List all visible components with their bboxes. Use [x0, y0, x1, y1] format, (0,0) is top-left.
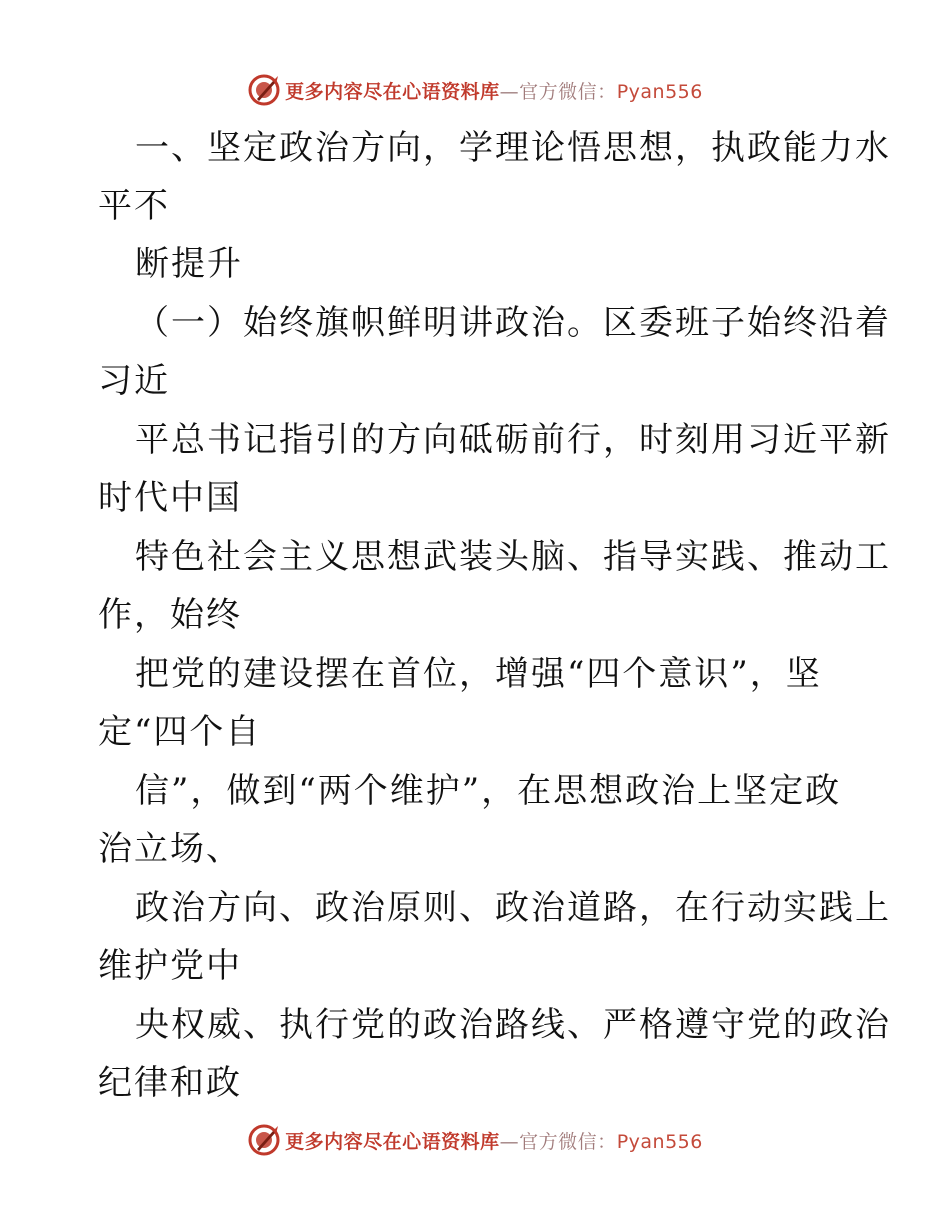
- text-line: 把党的建设摆在首位，增强“四个意识”，坚: [135, 654, 822, 694]
- text-line: （一）始终旗帜鲜明讲政治。区委班子始终沿着: [135, 303, 891, 343]
- text-line: 作，始终: [98, 595, 242, 635]
- text-line: 平不: [98, 186, 170, 226]
- header-wechat-label: 官方微信：: [519, 80, 617, 103]
- text-line: 特色社会主义思想武装头脑、指导实践、推动工: [135, 537, 891, 577]
- header-wechat-id: Pyan556: [616, 80, 703, 103]
- text-line: 断提升: [135, 244, 243, 284]
- footer-separator: —: [499, 1130, 520, 1153]
- footer-wechat-id: Pyan556: [616, 1130, 703, 1153]
- quill-pen-logo-icon: [247, 73, 281, 107]
- footer-wechat-label: 官方微信：: [519, 1130, 617, 1153]
- text-line: 政治方向、政治原则、政治道路，在行动实践上: [135, 888, 891, 928]
- header-separator: —: [499, 80, 520, 103]
- text-line: 平总书记指引的方向砥砺前行，时刻用习近平新: [135, 420, 891, 460]
- text-line: 央权威、执行党的政治路线、严格遵守党的政治: [135, 1005, 891, 1045]
- quill-pen-logo-icon: [247, 1123, 281, 1157]
- header-banner: [0, 70, 950, 110]
- text-line: 时代中国: [98, 478, 242, 518]
- header-site-name: 更多内容尽在心语资料库: [285, 80, 500, 103]
- text-line: 一、坚定政治方向，学理论悟思想，执政能力水: [135, 128, 891, 168]
- text-line: 纪律和政: [98, 1063, 242, 1103]
- text-line: 定“四个自: [98, 712, 262, 752]
- footer-banner-text: [285, 1127, 703, 1154]
- text-line: 维护党中: [98, 946, 242, 986]
- text-line: 习近: [98, 361, 170, 401]
- footer-banner: [0, 1120, 950, 1160]
- footer-site-name: 更多内容尽在心语资料库: [285, 1130, 500, 1153]
- text-line: 信”，做到“两个维护”，在思想政治上坚定政: [135, 771, 842, 811]
- text-line: 治立场、: [98, 829, 242, 869]
- header-banner-text: [285, 77, 703, 104]
